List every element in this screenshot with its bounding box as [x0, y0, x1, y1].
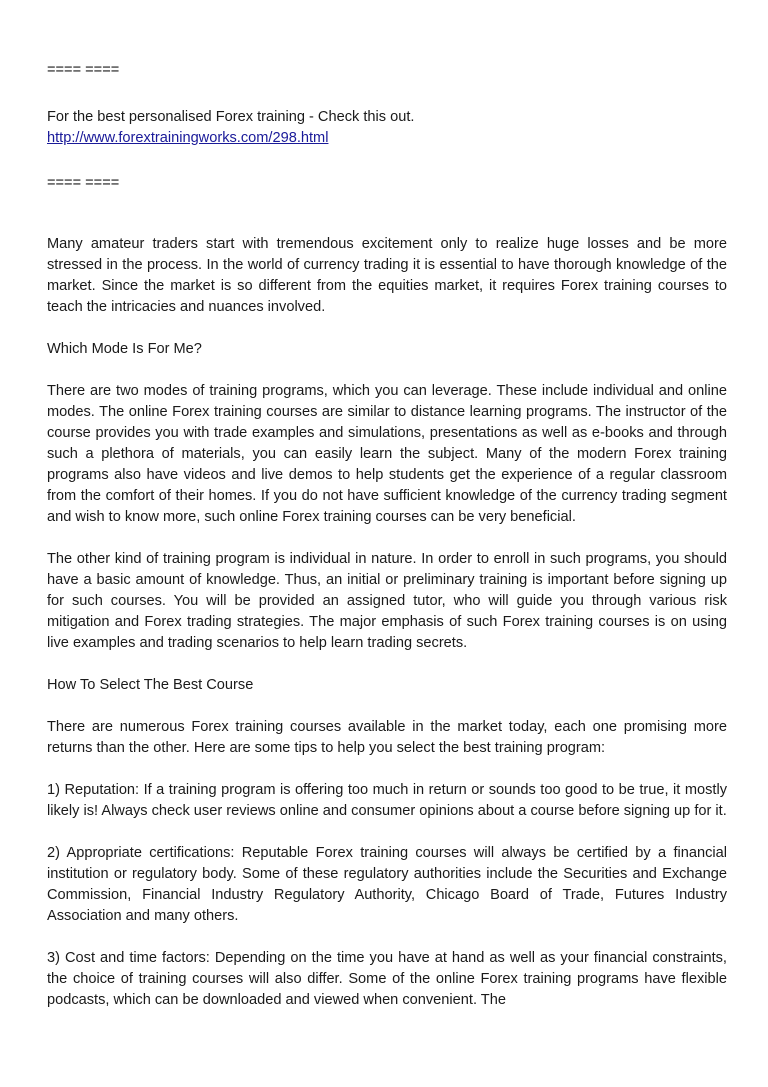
separator-top: ==== ====: [47, 62, 120, 78]
tip-certifications: 2) Appropriate certifications: Reputable Forex training courses will always be certified by a financial institution or regulatory body. Some of these regulatory authorities include the Securities and Exchange Commission, Financial Industry Regulatory Authority, Chicago Board of Trade, Futures Industry Association and many others.: [47, 845, 727, 924]
heading-which-mode: Which Mode Is For Me?: [47, 341, 202, 357]
heading-select-course: How To Select The Best Course: [47, 677, 254, 693]
document-page: [47, 60, 727, 1011]
intro-paragraph: Many amateur traders start with tremendous excitement only to realize huge losses and be more stressed in the process. In the world of currency trading it is essential to have thorough knowledge of the market. Since the market is so different from the equities market, it requires Forex training courses to teach the intricacies and nuances involved.: [47, 236, 727, 315]
promo-link[interactable]: http://www.forextrainingworks.com/298.html: [47, 130, 329, 146]
tip-reputation: 1) Reputation: If a training program is offering too much in return or sounds too good to be true, it mostly likely is! Always check user reviews online and consumer opinions about a course before signing up for it.: [47, 782, 727, 819]
modes-paragraph-individual: The other kind of training program is individual in nature. In order to enroll in such programs, you should have a basic amount of knowledge. Thus, an initial or preliminary training is important before signing up for such courses. You will be provided an assigned tutor, who will guide you through various risk mitigation and Forex trading strategies. The major emphasis of such Forex training courses is on using live examples and trading scenarios to help learn trading secrets.: [47, 551, 727, 651]
promo-text: For the best personalised Forex training - Check this out.: [47, 109, 415, 125]
tip-cost-time: 3) Cost and time factors: Depending on the time you have at hand as well as your financial constraints, the choice of training courses will also differ. Some of the online Forex training programs have flexible podcasts, which can be downloaded and viewed when convenient. The: [47, 950, 727, 1008]
separator-bottom: ==== ====: [47, 175, 120, 191]
modes-paragraph-online: There are two modes of training programs, which you can leverage. These include individual and online modes. The online Forex training courses are similar to distance learning programs. The instructor of the course provides you with trade examples and simulations, presentations as well as e-books and through such a plethora of materials, you can easily learn the subject. Many of the modern Forex training programs also have videos and live demos to help students get the experience of a regular classroom from the comfort of their homes. If you do not have sufficient knowledge of the currency trading segment and wish to know more, such online Forex training courses can be very beneficial.: [47, 383, 727, 525]
select-intro-paragraph: There are numerous Forex training courses available in the market today, each one promising more returns than the other. Here are some tips to help you select the best training program:: [47, 719, 727, 756]
